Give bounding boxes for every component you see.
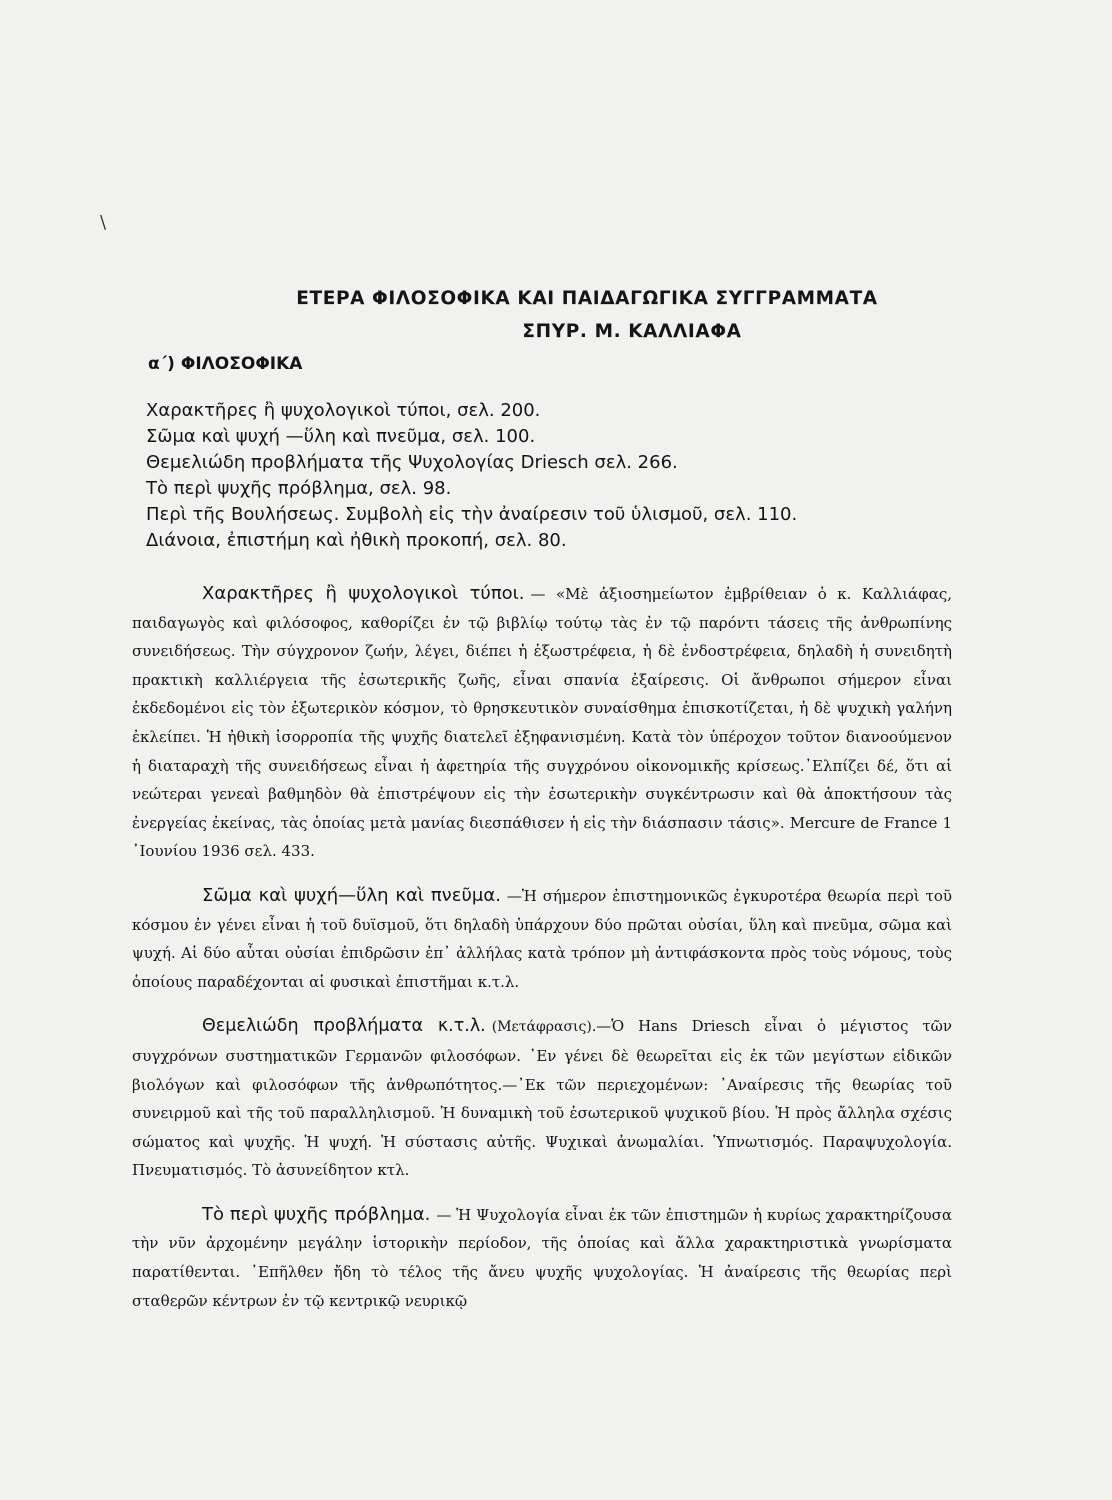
entry-text: —Ἡ σήμερον ἐπιστημονικῶς ἐγκυροτέρα θεωρία περὶ τοῦ κόσμου ἐν γένει εἶναι ἡ τοῦ δυϊσμοῦ, ὅτι δηλαδὴ ὑπάρχουν δύο πρῶται οὐσίαι, ὕλη καὶ πνεῦμα, σῶμα καὶ ψυχή. Αἱ δύο αὗται οὐσίαι ἐπιδρῶσιν ἐπ᾿ ἀλλήλας κατὰ τρόπον μὴ ἀντιφάσκοντα πρὸς τοὺς νόμους, τοὺς ὁποίους παραδέχονται αἱ φυσικαὶ ἐπιστῆμαι κ.τ.λ. <box>132 886 952 991</box>
review-entry <box>132 580 952 866</box>
works-list <box>146 398 952 554</box>
section-heading: α΄) ΦΙΛΟΣΟΦΙΚΑ <box>148 354 303 374</box>
entry-text: — Ἡ Ψυχολογία εἶναι ἐκ τῶν ἐπιστημῶν ἡ κυρίως χαρακτηρίζουσα τὴν νῦν ἀρχομένην μεγάλην ἱστορικὴν περίοδον, τῆς ὁποίας καὶ ἄλλα χαρακτηριστικὰ γνωρίσματα παρατίθενται. ᾿Επῆλθεν ἤδη τὸ τέλος τῆς ἄνευ ψυχῆς ψυχολογίας. Ἡ ἀναίρεσις τῆς θεωρίας περὶ σταθερῶν κέντρων ἐν τῷ κεντρικῷ νευρικῷ <box>132 1205 952 1310</box>
works-list-item: Διάνοια, ἐπιστήμη καὶ ἠθικὴ προκοπή, σελ. 80. <box>146 530 567 551</box>
review-entry <box>132 882 952 996</box>
entry-heading: Σῶμα καὶ ψυχή—ὕλη καὶ πνεῦμα. <box>202 884 501 906</box>
works-list-item: Χαρακτῆρες ἢ ψυχολογικοὶ τύποι, σελ. 200. <box>146 400 541 421</box>
page-title: ΕΤΕΡΑ ΦΙΛΟΣΟΦΙΚΑ ΚΑΙ ΠΑΙΔΑΓΩΓΙΚΑ ΣΥΓΓΡΑΜΜΑΤΑ <box>296 288 878 309</box>
entry-text: —Ὁ Hans Driesch εἶναι ὁ μέγιστος τῶν συγχρόνων συστηματικῶν Γερμανῶν φιλοσόφων. ᾿Εν γένει δὲ θεωρεῖται εἰς ἐκ τῶν μεγίστων εἰδικῶν βιολόγων καὶ φιλοσόφων τῆς ἀνθρωπότητος.—᾿Εκ τῶν περιεχομένων: ᾿Αναίρεσις τῆς θεωρίας τοῦ συνειρμοῦ καὶ τῆς τοῦ παραλληλισμοῦ. Ἡ δυναμικὴ τοῦ ἐσωτερικοῦ ψυχικοῦ βίου. Ἡ πρὸς ἄλληλα σχέσις σώματος καὶ ψυχῆς. Ἡ ψυχή. Ἡ σύστασις αὐτῆς. Ψυχικαὶ ἀνωμαλίαι. Ὑπνωτισμός. Παραψυχολογία. Πνευματισμός. Τὸ ἀσυνείδητον κτλ. <box>132 1017 952 1180</box>
entry-text: — «Μὲ ἀξιοσημείωτον ἐμβρίθειαν ὁ κ. Καλλιάφας, παιδαγωγὸς καὶ φιλόσοφος, καθορίζει ἐν τῷ βιβλίῳ τούτῳ τὰς ἐν τῷ παρόντι τάσεις τῆς ἀνθρωπίνης συνειδήσεως. Τὴν σύγχρονον ζωήν, λέγει, διέπει ἡ ἐξωστρέφεια, ἡ δὲ ἐνδοστρέφεια, δηλαδὴ ἡ συνειδητὴ πρακτικὴ καλλιέργεια τῆς ἐσωτερικῆς ζωῆς, εἶναι σπανία ἐξαίρεσις. Οἱ ἄνθρωποι σήμερον εἶναι ἐκδεδομένοι εἰς τὸν ἐξωτερικὸν κόσμον, τὸ θρησκευτικὸν συναίσθημα ἐπισκοτίζεται, ἡ δὲ ψυχικὴ γαλήνη ἐκλείπει. Ἡ ἠθικὴ ἰσορροπία τῆς ψυχῆς διατελεῖ ἐξηφανισμένη. Κατὰ τὸν ὑπέροχον τοῦτον διανοούμενον ἡ διαταραχὴ τῆς συνειδήσεως εἶναι ἡ ἀφετηρία τῆς συγχρόνου οἰκονομικῆς κρίσεως.᾿Ελπίζει δέ, ὅτι αἱ νεώτεραι γενεαὶ βαθμηδὸν θὰ ἐπιστρέψουν εἰς τὴν ἐσωτερικὴν συγκέντρωσιν καὶ θὰ ἀποκτήσουν τὰς ἐνεργείας ἐκείνας, τὰς ὁποίας μετὰ μανίας διεσπάθισεν ἡ εἰς τὴν διάσπασιν τάσις». Mercure de France 1 ᾿Ιουνίου 1936 σελ. 433. <box>132 585 952 861</box>
entry-heading: Θεμελιώδη προβλήματα κ.τ.λ. <box>202 1016 486 1037</box>
entry-heading-note: (Μετάφρασις). <box>491 1019 597 1036</box>
works-list-item: Θεμελιώδη προβλήματα τῆς Ψυχολογίας Driesch σελ. 266. <box>146 452 678 473</box>
entry-heading: Χαρακτῆρες ἢ ψυχολογικοὶ τύποι. <box>202 583 525 604</box>
works-list-item: Τὸ περὶ ψυχῆς πρόβλημα, σελ. 98. <box>146 478 452 499</box>
document-page <box>132 288 952 1331</box>
page-margin-mark: \ <box>100 212 107 233</box>
works-list-item: Περὶ τῆς Βουλήσεως. Συμβολὴ εἰς τὴν ἀναίρεσιν τοῦ ὑλισμοῦ, σελ. 110. <box>146 504 798 525</box>
review-entry <box>132 1012 952 1185</box>
entry-heading: Τὸ περὶ ψυχῆς πρόβλημα. <box>202 1203 431 1225</box>
review-entry <box>132 1201 952 1315</box>
works-list-item: Σῶμα καὶ ψυχή —ὕλη καὶ πνεῦμα, σελ. 100. <box>146 426 536 447</box>
author-name: ΣΠΥΡ. Μ. ΚΑΛΛΙΑΦΑ <box>522 321 742 342</box>
